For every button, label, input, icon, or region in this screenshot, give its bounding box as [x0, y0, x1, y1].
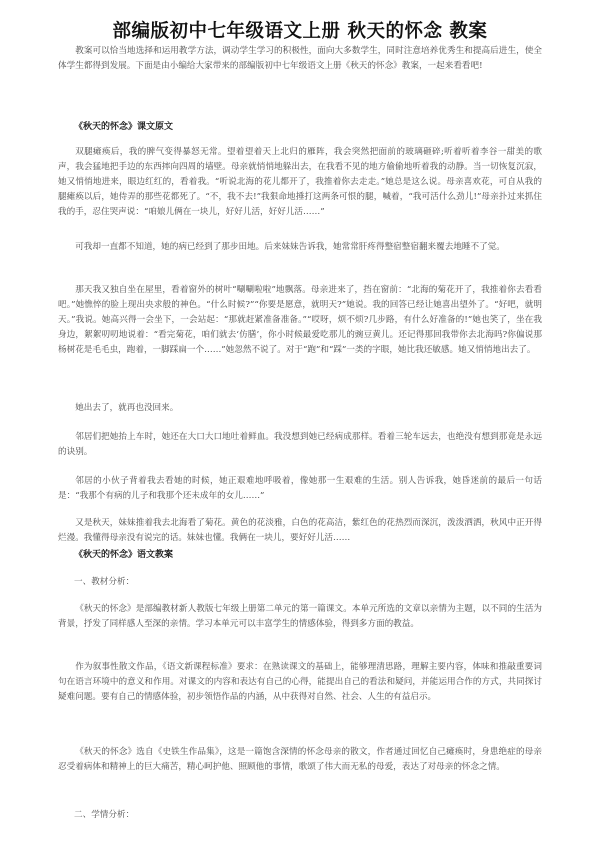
original-paragraph-5: 邻居们把她抬上车时，她还在大口大口地吐着鲜血。我没想到她已经病成那样。看着三轮车远去，也绝没有想到那竟是永远的诀别。 — [58, 432, 542, 457]
page-title: 部编版初中七年级语文上册 秋天的怀念 教案 — [112, 21, 488, 42]
original-paragraph-1: 双腿瘫痪后，我的脾气变得暴怒无常。望着望着天上北归的雁阵，我会突然把面前的玻璃砸碎;听着听着李谷一甜美的歌声，我会猛地把手边的东西摔向四周的墙壁。母亲就悄悄地躲出去，在我看不见的地方偷偷地听着我的动静。当一切恢复沉寂，她又悄悄地进来，眼边红红的，看着我。“听说北海的花儿都开了，我推着你去走走。”她总是这么说。母亲喜欢花，可自从我的腿瘫痪以后，她侍弄的那些花都死了。“不，我不去!”我狠命地捶打这两条可恨的腿，喊着，“我可活什么劲儿!”母亲扑过来抓住我的手，忍住哭声说：“咱娘儿俩在一块儿，好好儿活，好好儿活……” — [58, 147, 542, 217]
original-paragraph-2: 可我却一直都不知道，她的病已经到了那步田地。后来妹妹告诉我，她常常肝疼得整宿整宿翻来覆去地睡不了觉。 — [75, 242, 505, 252]
original-paragraph-4: 她出去了，就再也没回来。 — [75, 403, 179, 413]
section-student-analysis: 二、学情分析： — [74, 810, 135, 820]
lesson-paragraph-1: 《秋天的怀念》是部编教材新人教版七年级上册第二单元的第一篇课文。本单元所选的文章以亲情为主题，以不同的生活为背景，抒发了同样感人至深的亲情。学习本单元可以丰富学生的情感体验，得到多方面的教益。 — [58, 604, 542, 629]
lesson-paragraph-3: 《秋天的怀念》选自《史铁生作品集》，这是一篇饱含深情的怀念母亲的散文，作者通过回忆自己瘫痪时，身患绝症的母亲忍受着病体和精神上的巨大痛苦，精心呵护他、照顾他的事情，歌颂了伟大而无私的母爱，表达了对母亲的怀念之情。 — [58, 747, 542, 772]
lesson-plan-heading: 《秋天的怀念》语文教案 — [74, 550, 174, 560]
original-paragraph-7: 又是秋天，妹妹推着我去北海看了菊花。黄色的花淡雅，白色的花高洁，紫红色的花热烈而深沉，泼泼洒洒，秋风中正开得烂漫。我懂得母亲没有说完的话。妹妹也懂。我俩在一块儿，要好好儿活…… — [58, 518, 542, 543]
intro-paragraph: 教案可以恰当地选择和运用教学方法，调动学生学习的积极性，面向大多数学生，同时注意培养优秀生和提高后进生，使全体学生都得到发展。下面是由小编给大家带来的部编版初中七年级语文上册《秋天的怀念》教案，一起来看看吧! — [58, 46, 542, 71]
original-paragraph-3: 那天我又独自坐在屋里，看着窗外的树叶“唰唰啦啦”地飘落。母亲进来了，挡在窗前：“北海的菊花开了，我推着你去看看吧。”她憔悴的脸上现出央求般的神色。“什么时候?”“你要是愿意，就明天?”她说。我的回答已经让她喜出望外了。“好吧，就明天。”我说。她高兴得一会坐下，一会站起：“那就赶紧准备准备。”“哎呀，烦不烦?几步路，有什么好准备的!”她也笑了，坐在我身边，絮絮叨叨地说着：“看完菊花，咱们就去‘仿膳’，你小时候最爱吃那儿的豌豆黄儿。还记得那回我带你去北海吗?你偏说那杨树花是毛毛虫，跑着，一脚踩扁一个……”她忽然不说了。对于“跑”和“踩”一类的字眼，她比我还敏感。她又悄悄地出去了。 — [58, 285, 542, 355]
original-text-heading: 《秋天的怀念》课文原文 — [74, 122, 174, 132]
lesson-paragraph-2: 作为叙事性散文作品，《语文新课程标准》要求：在熟读课文的基础上，能够理清思路，理解主要内容，体味和推敲重要词句在语言环境中的意义和作用。对课文的内容和表达有自己的心得，能提出自己的看法和疑问，并能运用合作的方式，共同探讨疑难问题。要有自己的情感体验，初步领悟作品的内涵，从中获得对自然、社会、人生的有益启示。 — [58, 662, 542, 702]
original-paragraph-6: 邻居的小伙子背着我去看她的时候，她正艰难地呼吸着，像她那一生艰难的生活。别人告诉我，她昏迷前的最后一句话是：“我那个有病的儿子和我那个还未成年的女儿……” — [58, 476, 542, 501]
section-teaching-material: 一、教材分析： — [74, 577, 135, 587]
